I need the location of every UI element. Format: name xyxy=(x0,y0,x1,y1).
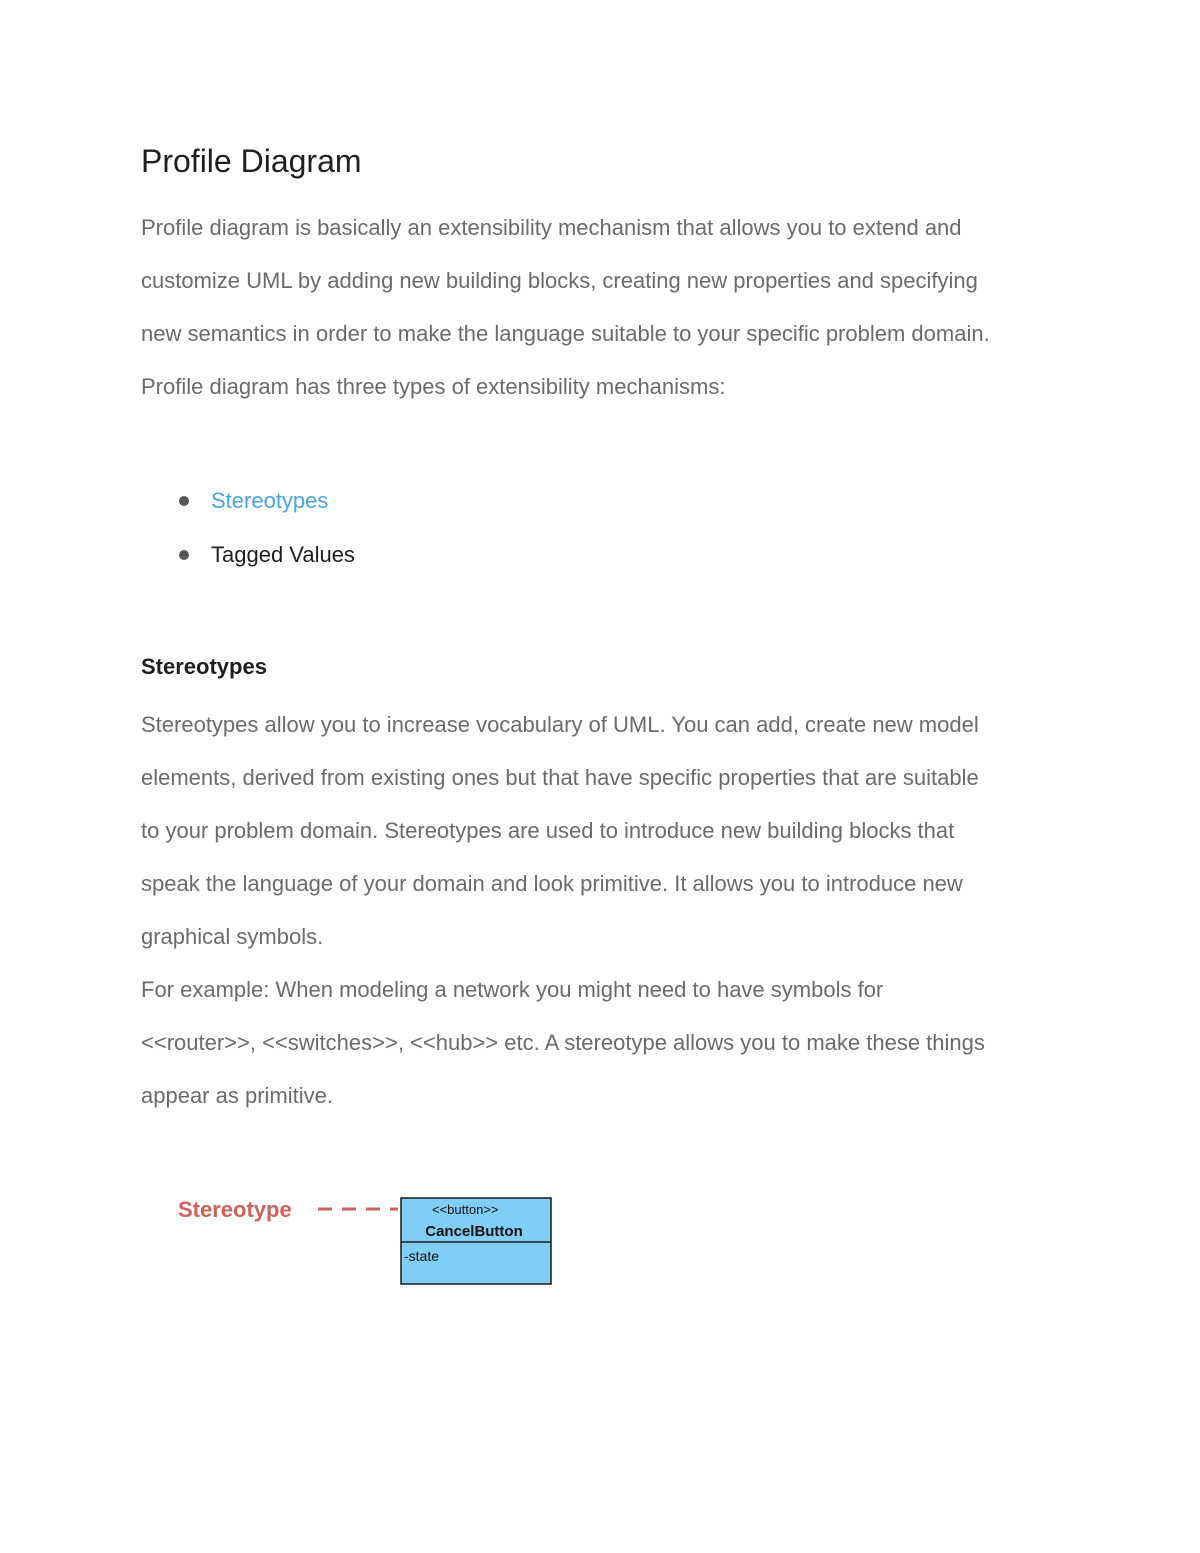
list-item-tagged-values xyxy=(141,528,355,582)
page-title: Profile Diagram xyxy=(141,143,362,179)
section-line: graphical symbols. xyxy=(141,924,324,949)
intro-paragraph xyxy=(141,201,1071,413)
section-line: speak the language of your domain and look primitive. It allows you to introduce new xyxy=(141,871,963,896)
stereotypes-link[interactable]: Stereotypes xyxy=(211,488,329,513)
stereotype-annotation-label: Stereotype xyxy=(178,1197,292,1222)
class-stereotype-text: <<button>> xyxy=(432,1202,499,1217)
section-line: Stereotypes allow you to increase vocabulary of UML. You can add, create new model xyxy=(141,712,979,737)
uml-class-box xyxy=(401,1198,551,1284)
intro-line: customize UML by adding new building blocks, creating new properties and specifying xyxy=(141,268,978,293)
bullet-icon xyxy=(179,550,189,560)
class-attribute-text: -state xyxy=(404,1248,440,1264)
stereotype-figure xyxy=(170,1190,570,1300)
section-line: <<router>>, <<switches>>, <<hub>> etc. A stereotype allows you to make these things xyxy=(141,1030,985,1055)
intro-line: Profile diagram has three types of extensibility mechanisms: xyxy=(141,374,726,399)
section-line: to your problem domain. Stereotypes are used to introduce new building blocks that xyxy=(141,818,955,843)
intro-line: new semantics in order to make the language suitable to your specific problem domain. xyxy=(141,321,990,346)
section-line: elements, derived from existing ones but that have specific properties that are suitable xyxy=(141,765,979,790)
intro-line: Profile diagram is basically an extensibility mechanism that allows you to extend and xyxy=(141,215,962,240)
list-item-stereotypes xyxy=(141,474,355,528)
section-line: appear as primitive. xyxy=(141,1083,333,1108)
section-heading: Stereotypes xyxy=(141,654,267,679)
bullet-icon xyxy=(179,496,189,506)
tagged-values-label: Tagged Values xyxy=(211,542,355,567)
stereotypes-paragraph xyxy=(141,698,1071,1122)
mechanisms-list xyxy=(141,474,355,582)
class-name-text: CancelButton xyxy=(425,1223,523,1240)
section-line: For example: When modeling a network you might need to have symbols for xyxy=(141,977,884,1002)
